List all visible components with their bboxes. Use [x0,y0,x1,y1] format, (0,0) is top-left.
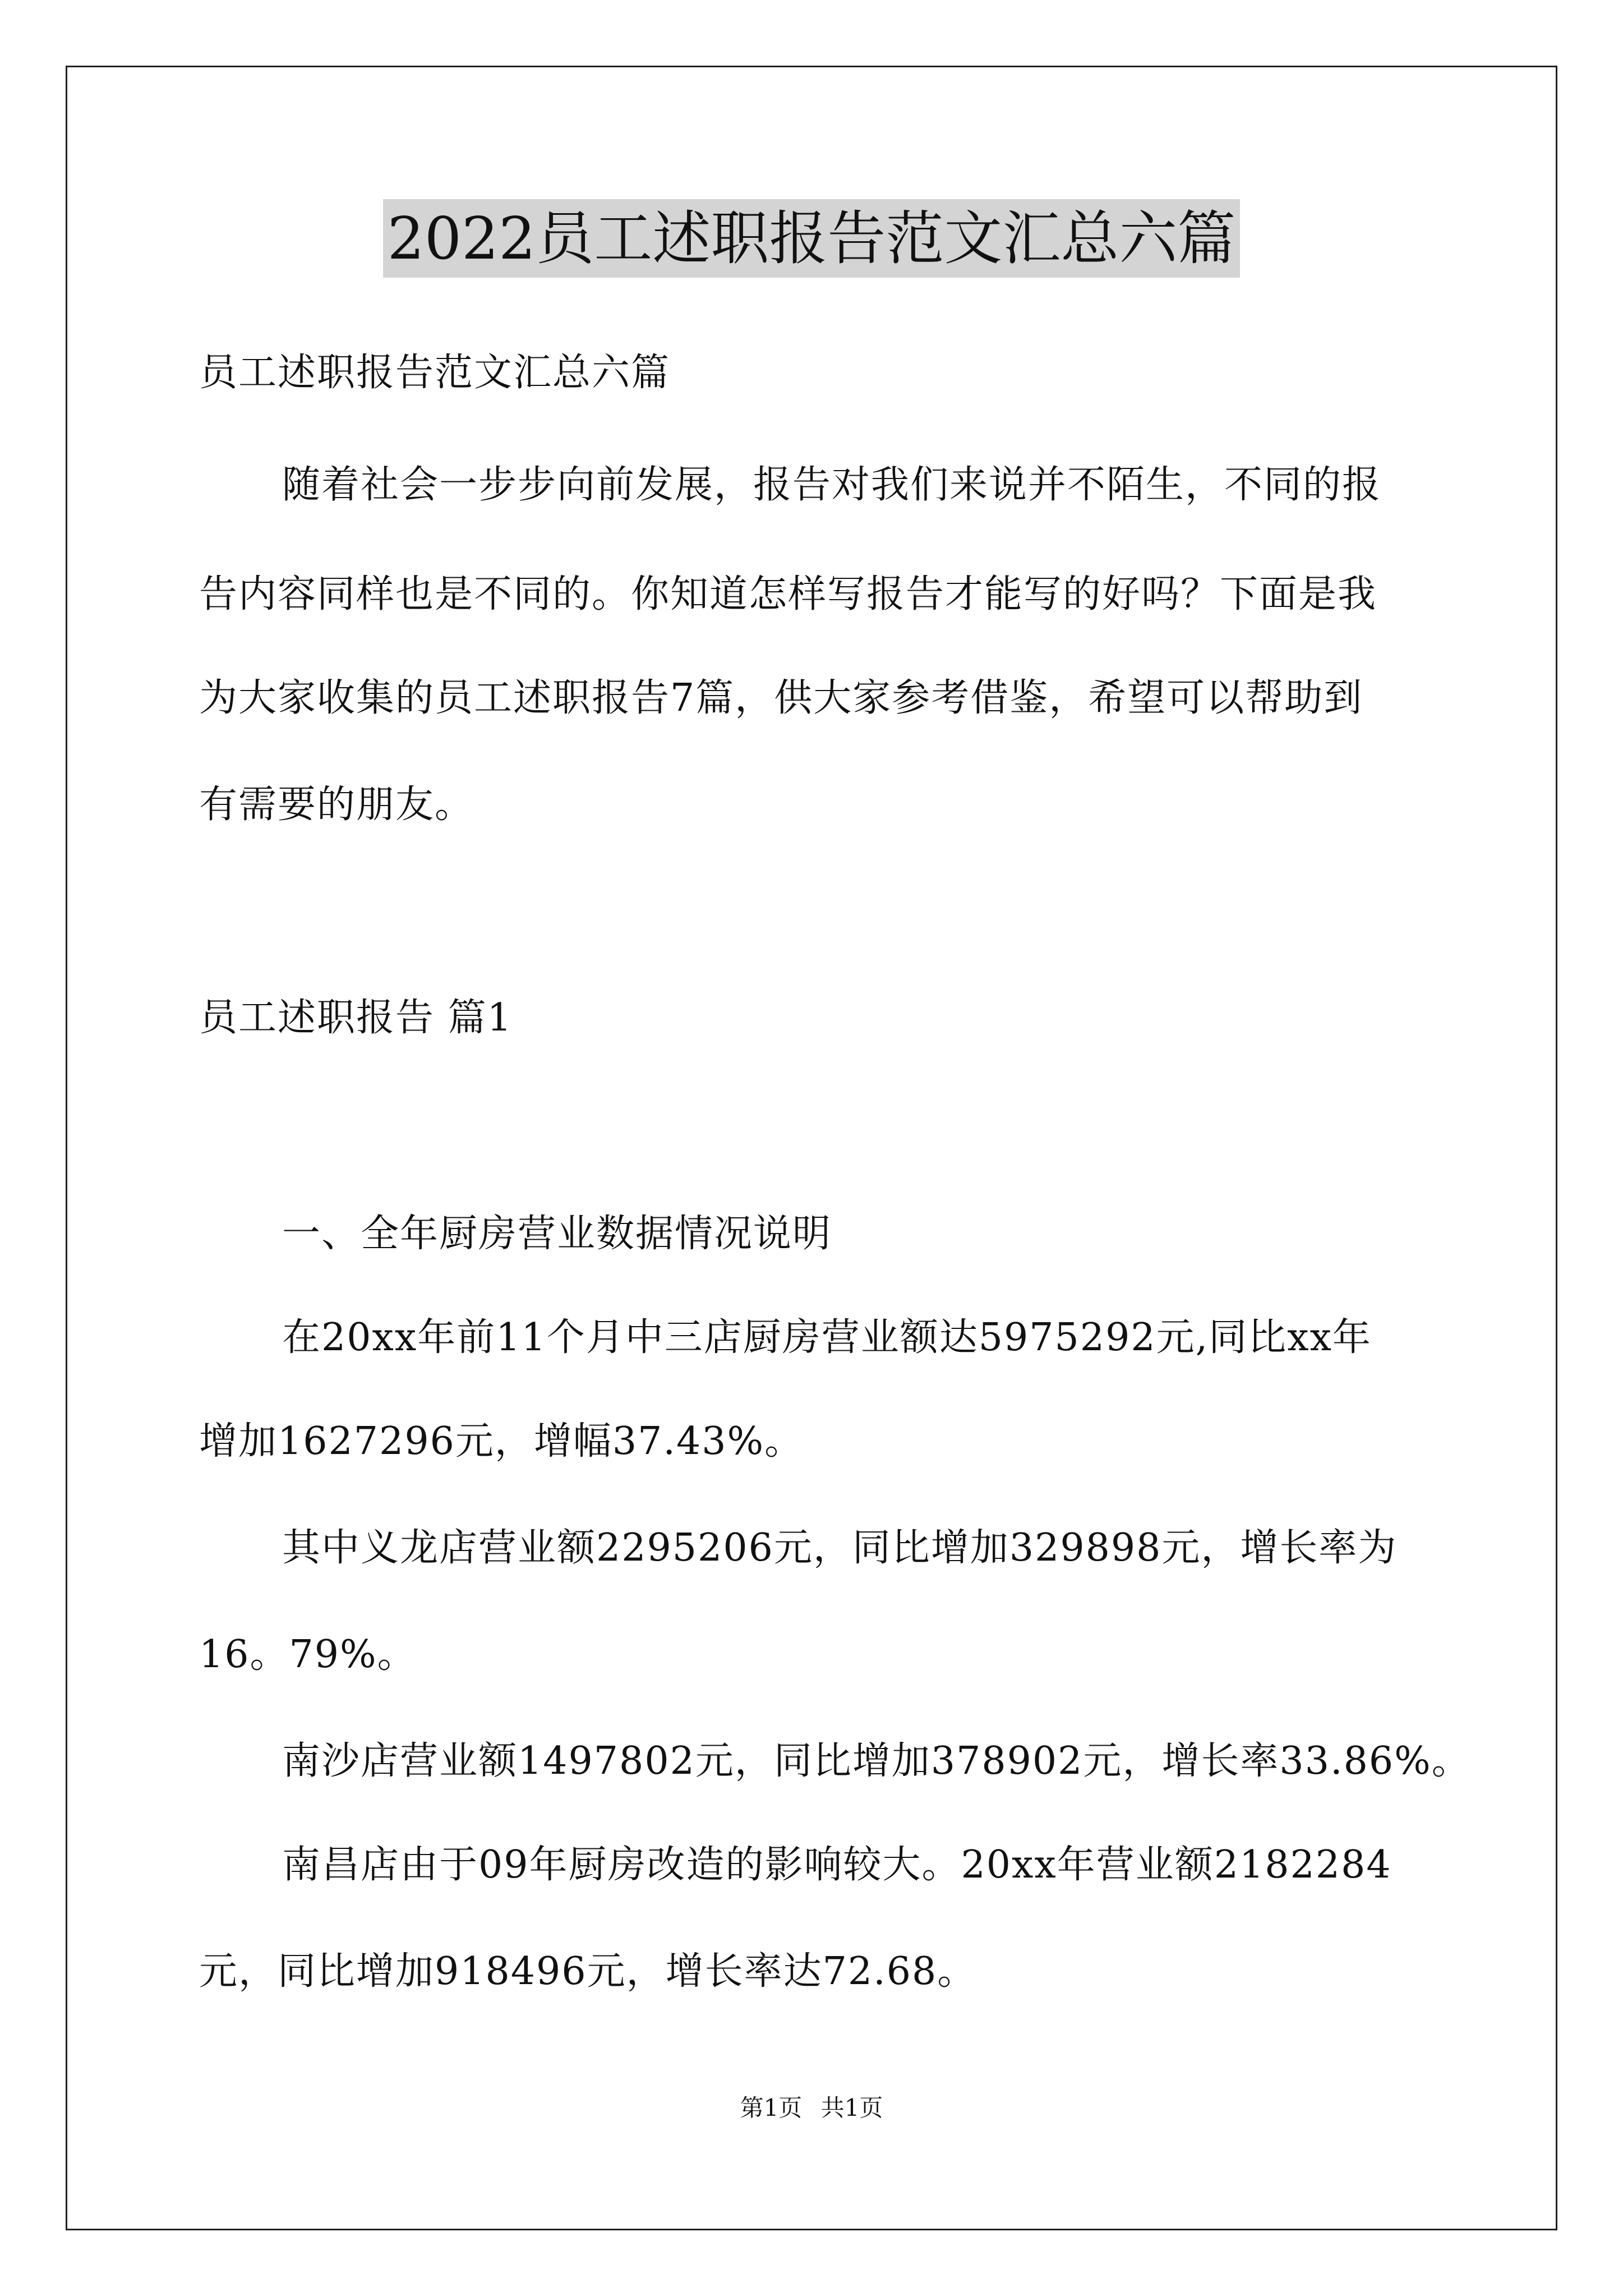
page-number: 第1页 [740,2094,803,2122]
page-total: 共1页 [820,2094,883,2122]
document-title: 2022员工述职报告范文汇总六篇 [383,199,1241,278]
body-line-7: 元，同比增加918496元，增长率达72.68。 [199,1949,977,1994]
body-line-5: 南沙店营业额1497802元，同比增加378902元，增长率33.86%。 [282,1739,1471,1783]
title-container [0,199,1623,278]
intro-line-1: 随着社会一步步向前发展，报告对我们来说并不陌生，不同的报 [282,463,1382,507]
intro-line-2: 告内容同样也是不同的。你知道怎样写报告才能写的好吗？下面是我 [199,572,1377,616]
body-line-4: 16。79%。 [199,1632,417,1677]
subheading: 一、全年厨房营业数据情况说明 [282,1212,832,1256]
section-heading: 员工述职报告 篇1 [199,996,513,1040]
page-footer [0,2091,1623,2125]
body-line-3: 其中义龙店营业额2295206元，同比增加329898元，增长率为 [282,1526,1398,1570]
body-line-1: 在20xx年前11个月中三店厨房营业额达5975292元,同比xx年 [282,1315,1372,1360]
body-line-6: 南昌店由于09年厨房改造的影响较大。20xx年营业额2182284 [282,1843,1392,1887]
body-line-2: 增加1627296元，增幅37.43%。 [199,1419,804,1464]
intro-line-4: 有需要的朋友。 [199,783,474,827]
intro-line-3: 为大家收集的员工述职报告7篇，供大家参考借鉴，希望可以帮助到 [199,676,1363,720]
document-subtitle: 员工述职报告范文汇总六篇 [199,351,671,395]
